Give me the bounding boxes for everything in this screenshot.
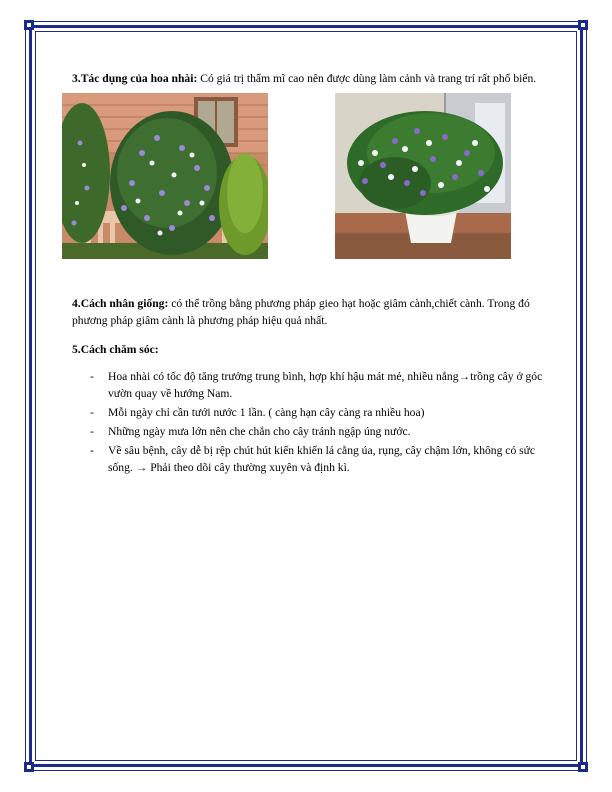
jasmine-bush-garden-photo — [62, 93, 268, 259]
section-4-heading: 4.Cách nhân giống: — [72, 297, 169, 310]
section-5-heading: 5.Cách chăm sóc: — [72, 343, 159, 356]
bullet-dash: - — [90, 444, 94, 457]
corner-ornament-top-right — [575, 17, 591, 33]
corner-ornament-bottom-left — [21, 759, 37, 775]
list-item — [72, 404, 550, 421]
section-3-heading: 3.Tác dụng của hoa nhài: — [72, 72, 198, 85]
list-item — [72, 423, 550, 440]
section-3-text: Có giá trị thẩm mĩ cao nên được dùng làm cảnh và trang trí rất phổ biến. — [197, 72, 537, 85]
corner-ornament-top-left — [21, 17, 37, 33]
bullet-dash: - — [90, 425, 94, 438]
bullet-dash: - — [90, 370, 94, 383]
document-body — [72, 70, 550, 478]
bullet-dash: - — [90, 406, 94, 419]
list-item-text: Mỗi ngày chỉ cần tưới nước 1 lần. ( càng hạn cây càng ra nhiều hoa) — [108, 406, 425, 419]
list-item-text: Về sâu bệnh, cây dễ bị rệp chút hút kiến khiến lá cằng úa, rụng, cây chậm lớn, không có sức sống. → Phải theo dõi cây thường xuyên và định kì. — [108, 444, 536, 474]
photo-row — [72, 93, 550, 273]
section-3-paragraph — [72, 70, 550, 87]
list-item-text: Những ngày mưa lớn nên che chắn cho cây tránh ngập úng nước. — [108, 425, 411, 438]
list-item — [72, 442, 550, 476]
jasmine-potted-plant-photo — [335, 93, 511, 259]
section-4-text: có thể trồng bằng phương pháp gieo hạt hoặc giâm cành,chiết cành. Trong đó phương pháp giâm cành là phương pháp hiệu quả nhất. — [72, 297, 530, 327]
care-list — [72, 368, 550, 476]
corner-ornament-bottom-right — [575, 759, 591, 775]
list-item-text: Hoa nhài có tốc độ tăng trưởng trung bình, hợp khí hậu mát mẻ, nhiều nắng→trồng cây ở góc vườn quay về hướng Nam. — [108, 370, 543, 400]
list-item — [72, 368, 550, 402]
section-4-paragraph — [72, 295, 550, 329]
